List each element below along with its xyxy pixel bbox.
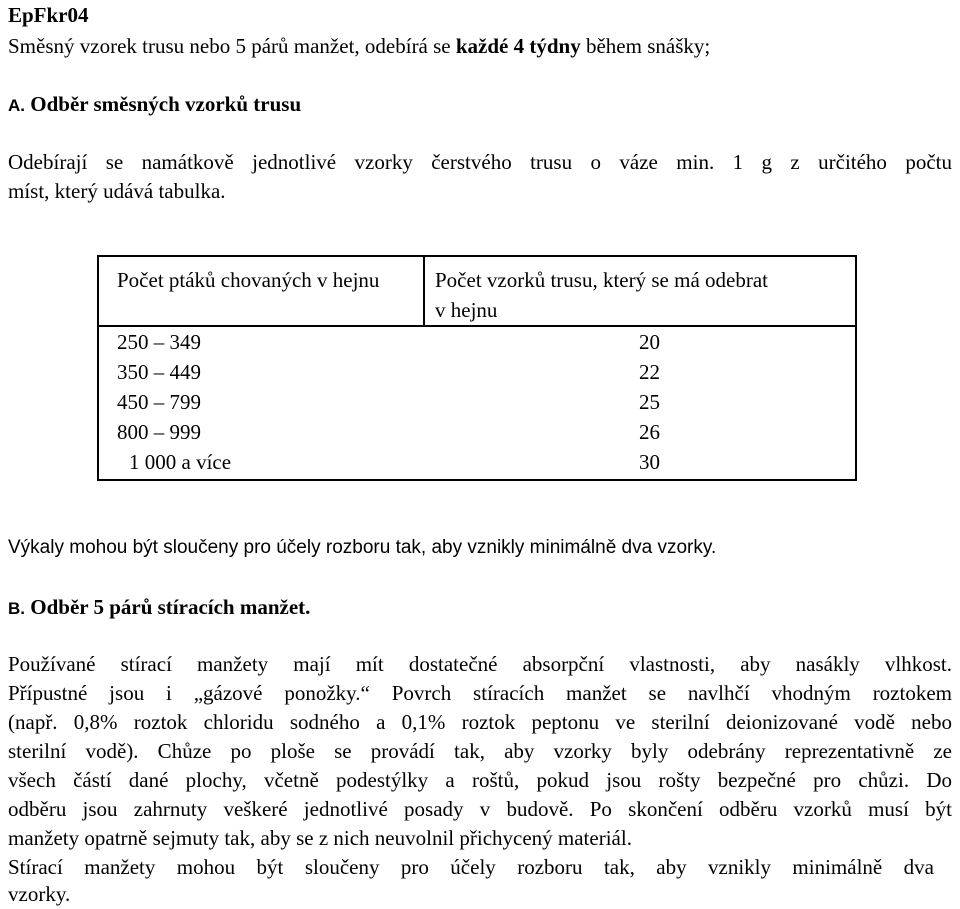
- section-b-line-3: (např. 0,8% roztok chloridu sodného a 0,1% roztok peptonu ve sterilní deionizované vodě nebo: [8, 710, 952, 734]
- section-a-heading: [8, 89, 301, 121]
- section-a-title: Odběr směsných vzorků trusu: [25, 92, 302, 116]
- table-cell-range: 450 – 799: [117, 390, 201, 414]
- section-a-paragraph-line-1: Odebírají se namátkově jednotlivé vzorky čerstvého trusu o váze min. 1 g z určitého počtu: [8, 150, 952, 174]
- table-row: [98, 326, 856, 357]
- section-b-final-line-1: Stírací manžety mohou být sloučeny pro účely rozboru tak, aby vznikly minimálně dva: [8, 855, 934, 879]
- section-b-title: Odběr 5 párů stíracích manžet.: [25, 595, 311, 619]
- table-cell-range: 250 – 349: [117, 330, 201, 354]
- table-row: [98, 387, 856, 417]
- table-cell-range: 350 – 449: [117, 360, 201, 384]
- table-cell-range: 1 000 a více: [129, 450, 232, 474]
- section-b-heading: [8, 592, 310, 624]
- section-b-line-7: manžety opatrně sejmuty tak, aby se z nich neuvolnil přichycený materiál.: [8, 826, 632, 850]
- section-b-letter: B.: [8, 599, 25, 618]
- intro-text-bold: každé 4 týdny: [455, 34, 581, 58]
- intro-text-before: Směsný vzorek trusu nebo 5 párů manžet, odebírá se: [8, 34, 456, 58]
- table-row: [98, 417, 856, 447]
- table-cell-range: 800 – 999: [117, 420, 201, 444]
- table-header-samples-line-1: Počet vzorků trusu, který se má odebrat: [435, 268, 768, 292]
- table-header-row: [98, 256, 856, 326]
- table-cell-samples: 25: [639, 390, 660, 414]
- section-b-line-4: sterilní vodě). Chůze po ploše se provádí tak, aby vzorky byly odebrány reprezentativně ze: [8, 739, 952, 763]
- table-cell-samples: 22: [639, 360, 660, 384]
- section-b-line-5: všech částí dané plochy, včetně podestýlky a roštů, pokud jsou rošty bezpečné pro chůzi. Do: [8, 768, 952, 792]
- table-row: [98, 447, 856, 480]
- section-a-letter: A.: [8, 96, 25, 115]
- document-heading: EpFkr04: [8, 3, 89, 27]
- table-row: [98, 357, 856, 387]
- table-header-samples: [424, 256, 856, 326]
- table-header-samples-line-2: v hejnu: [435, 298, 498, 322]
- table-cell-samples: 20: [639, 330, 660, 354]
- table-header-birds: Počet ptáků chovaných v hejnu: [98, 256, 424, 326]
- section-b-line-6: odběru jsou zahrnuty veškeré jednotlivé posady v budově. Po skončení odběru vzorků musí být: [8, 797, 952, 821]
- table-cell-samples: 26: [639, 420, 660, 444]
- intro-paragraph: [8, 31, 710, 61]
- section-b-line-2: Přípustné jsou i „gázové ponožky.“ Povrch stíracích manžet se navlhčí vhodným roztokem: [8, 681, 952, 705]
- section-b-line-1: Používané stírací manžety mají mít dostatečné absorpční vlastnosti, aby nasákly vlhkost.: [8, 652, 952, 676]
- intro-text-after: během snášky;: [580, 34, 711, 58]
- table-cell-samples: 30: [639, 450, 660, 474]
- sample-count-table: [97, 255, 857, 481]
- section-b-final-line-2: vzorky.: [8, 882, 71, 906]
- after-table-note: Výkaly mohou být sloučeny pro účely rozboru tak, aby vznikly minimálně dva vzorky.: [8, 537, 717, 558]
- section-a-paragraph-line-2: míst, který udává tabulka.: [8, 179, 226, 203]
